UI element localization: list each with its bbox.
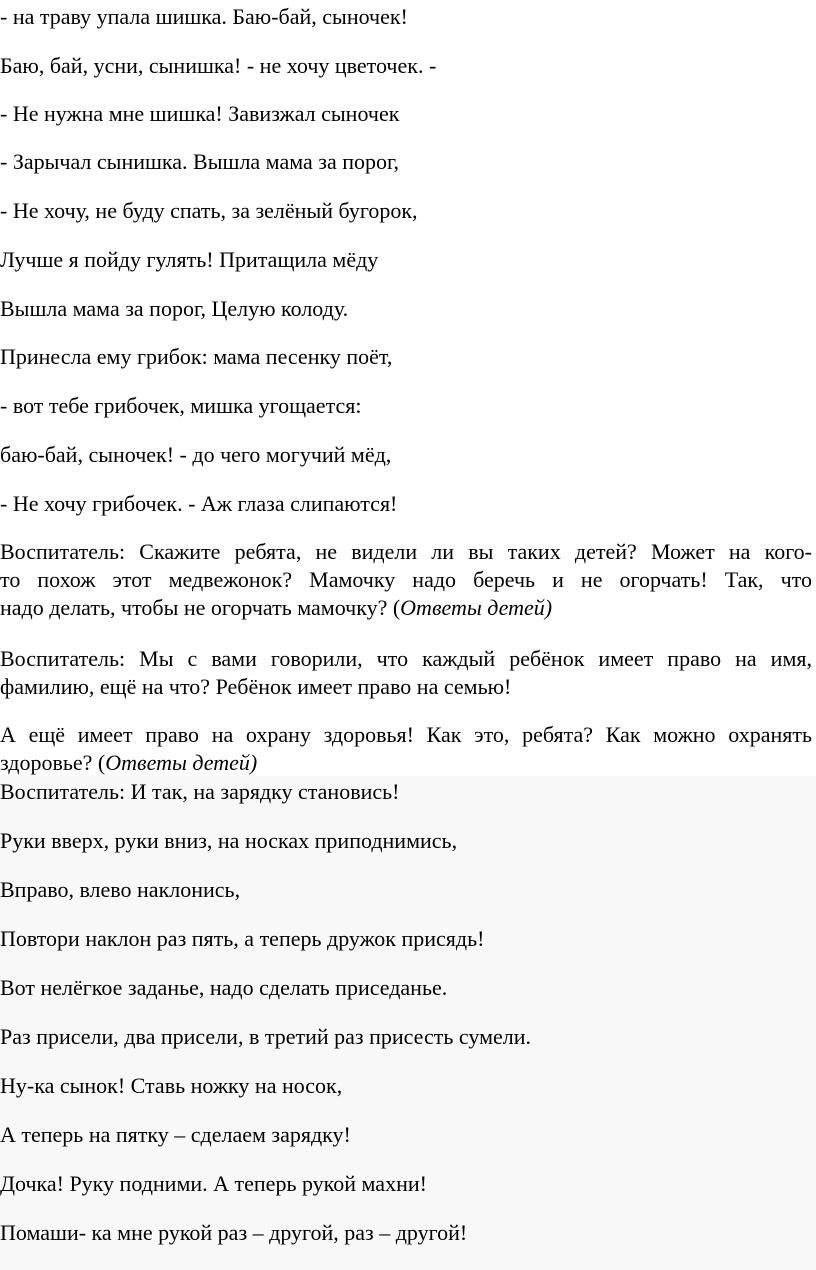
poem-line: - вот тебе грибочек, мишка угощается: bbox=[0, 393, 362, 418]
poem-line: - Не хочу грибочек. - Аж глаза слипаются! bbox=[0, 491, 398, 516]
teacher-question-paragraph bbox=[0, 538, 812, 622]
poem-line: - Не хочу, не буду спать, за зелёный бугорок, bbox=[0, 198, 418, 223]
exercise-line: Раз присели, два присели, в третий раз присесть сумели. bbox=[0, 1024, 532, 1049]
exercise-line: Вправо, влево наклонись, bbox=[0, 877, 241, 902]
exercise-line: Ну-ка сынок! Ставь ножку на носок, bbox=[0, 1073, 343, 1098]
children-answers-note: Ответы детей) bbox=[400, 595, 553, 620]
paragraph-text: надо делать, чтобы не огорчать мамочку? ( bbox=[0, 595, 401, 620]
poem-line: - Не нужна мне шишка! Завизжал сыночек bbox=[0, 101, 400, 126]
exercise-line: Вот нелёгкое заданье, надо сделать приседанье. bbox=[0, 975, 448, 1000]
poem-line: Принесла ему грибок: мама песенку поёт, bbox=[0, 344, 393, 369]
exercise-line: Воспитатель: И так, на зарядку становись! bbox=[0, 779, 400, 804]
exercise-line: Руки вверх, руки вниз, на носках приподнимись, bbox=[0, 828, 458, 853]
paragraph-text: здоровье? ( bbox=[0, 750, 106, 775]
poem-line: - Зарычал сынишка. Вышла мама за порог, bbox=[0, 149, 400, 174]
paragraph-line: А ещё имеет право на охрану здоровья! Как это, ребята? Как можно охранять bbox=[0, 722, 812, 747]
exercise-line: Дочка! Руку подними. А теперь рукой махни! bbox=[0, 1171, 427, 1196]
poem-line: Вышла мама за порог, Целую колоду. bbox=[0, 296, 349, 321]
teacher-rights-paragraph bbox=[0, 645, 812, 701]
poem-line: Лучше я пойду гулять! Притащила мёду bbox=[0, 247, 379, 272]
paragraph-line: фамилию, ещё на что? Ребёнок имеет право на семью! bbox=[0, 674, 512, 699]
exercise-line: Помаши- ка мне рукой раз – другой, раз – другой! bbox=[0, 1220, 468, 1245]
children-answers-note: Ответы детей) bbox=[105, 750, 258, 775]
paragraph-line bbox=[0, 594, 812, 622]
poem-line: Баю, бай, усни, сынишка! - не хочу цветочек. - bbox=[0, 53, 437, 78]
poem-line: - на траву упала шишка. Баю-бай, сыночек! bbox=[0, 4, 408, 29]
paragraph-line: Воспитатель: Скажите ребята, не видели ли вы таких детей? Может на кого- bbox=[0, 539, 812, 564]
poem-line: баю-бай, сыночек! - до чего могучий мёд, bbox=[0, 442, 392, 467]
paragraph-line: Воспитатель: Мы с вами говорили, что каждый ребёнок имеет право на имя, bbox=[0, 646, 812, 671]
health-rights-paragraph bbox=[0, 721, 812, 777]
exercise-line: Повтори наклон раз пять, а теперь дружок присядь! bbox=[0, 926, 485, 951]
exercise-line: А теперь на пятку – сделаем зарядку! bbox=[0, 1122, 351, 1147]
paragraph-line bbox=[0, 749, 812, 777]
paragraph-line: то похож этот медвежонок? Мамочку надо беречь и не огорчать! Так, что bbox=[0, 567, 812, 592]
